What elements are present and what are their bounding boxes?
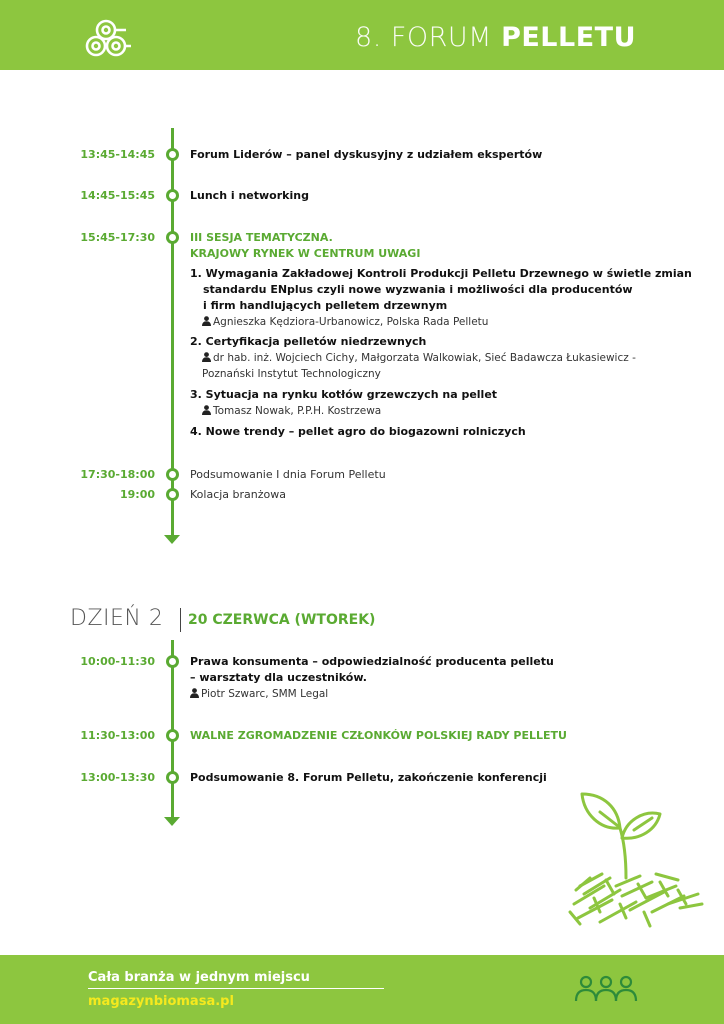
session-subtitle: KRAJOWY RYNEK W CENTRUM UWAGI [190,247,421,260]
day-label: DZIEŃ 2 [70,606,164,631]
speaker-name: Piotr Szwarc, SMM Legal [201,688,329,700]
speaker [202,314,488,330]
footer-divider [88,988,384,989]
event-time: 10:00-11:30 [80,655,155,668]
speaker-name: Agnieszka Kędziora-Urbanowicz, Polska Rada Pelletu [213,316,489,328]
person-icon [202,352,211,362]
event-title: Kolacja branżowa [190,488,286,501]
title-bold: PELLETU [501,22,636,53]
event-title: Prawa konsumenta – odpowiedzialność producenta pelletu [190,655,554,668]
talk-title-cont: standardu ENplus czyli nowe wyzwania i możliwości dla producentów [203,283,633,296]
timeline-dot [166,771,179,784]
sprout-pellet-icon [560,786,710,936]
event-title: Forum Liderów – panel dyskusyjny z udziałem ekspertów [190,148,543,161]
timeline-dot [166,231,179,244]
event-time: 11:30-13:00 [80,729,155,742]
event-title: Lunch i networking [190,189,309,202]
bales-logo-icon [84,18,134,58]
people-group-icon [574,973,638,1005]
speaker-name: Tomasz Nowak, P.P.H. Kostrzewa [213,405,382,417]
timeline-arrow-day1 [164,535,180,544]
session-title: III SESJA TEMATYCZNA. [190,231,333,244]
event-title: Podsumowanie 8. Forum Pelletu, zakończenie konferencji [190,771,547,784]
speaker [190,686,328,702]
talk-title: 3. Sytuacja na rynku kotłów grzewczych na pellet [190,388,498,401]
page-title [355,22,636,53]
event-time: 15:45-17:30 [80,231,155,244]
day-separator [180,608,181,632]
speaker [202,403,381,419]
talk-title-cont: i firm handlujących pelletem drzewnym [203,299,448,312]
timeline-dot [166,189,179,202]
event-title: WALNE ZGROMADZENIE CZŁONKÓW POLSKIEJ RADY PELLETU [190,729,567,742]
timeline-dot [166,468,179,481]
person-icon [190,688,199,698]
footer-url-link[interactable]: magazynbiomasa.pl [88,994,234,1009]
event-time: 14:45-15:45 [80,189,155,202]
timeline-dot [166,655,179,668]
event-time: 19:00 [119,488,155,501]
timeline-arrow-day2 [164,817,180,826]
event-time: 13:00-13:30 [80,771,155,784]
speaker-name: dr hab. inż. Wojciech Cichy, Małgorzata Walkowiak, Sieć Badawcza Łukasiewicz - [213,352,636,364]
person-icon [202,316,211,326]
speaker-affiliation: Poznański Instytut Technologiczny [202,368,381,380]
footer-tagline: Cała branża w jednym miejscu [88,970,310,985]
talk-title: 1. Wymagania Zakładowej Kontroli Produkcji Pelletu Drzewnego w świetle zmian [190,267,692,280]
event-time: 17:30-18:00 [80,468,155,481]
speaker [202,350,636,366]
person-icon [202,405,211,415]
title-light: 8. FORUM [355,22,502,53]
timeline-dot [166,148,179,161]
timeline-dot [166,729,179,742]
day-date: 20 CZERWCA (WTOREK) [188,612,376,628]
event-title-cont: – warsztaty dla uczestników. [190,671,367,684]
event-time: 13:45-14:45 [80,148,155,161]
timeline-dot [166,488,179,501]
talk-title: 4. Nowe trendy – pellet agro do biogazowni rolniczych [190,425,526,438]
event-title: Podsumowanie I dnia Forum Pelletu [190,468,386,481]
talk-title: 2. Certyfikacja pelletów niedrzewnych [190,335,427,348]
